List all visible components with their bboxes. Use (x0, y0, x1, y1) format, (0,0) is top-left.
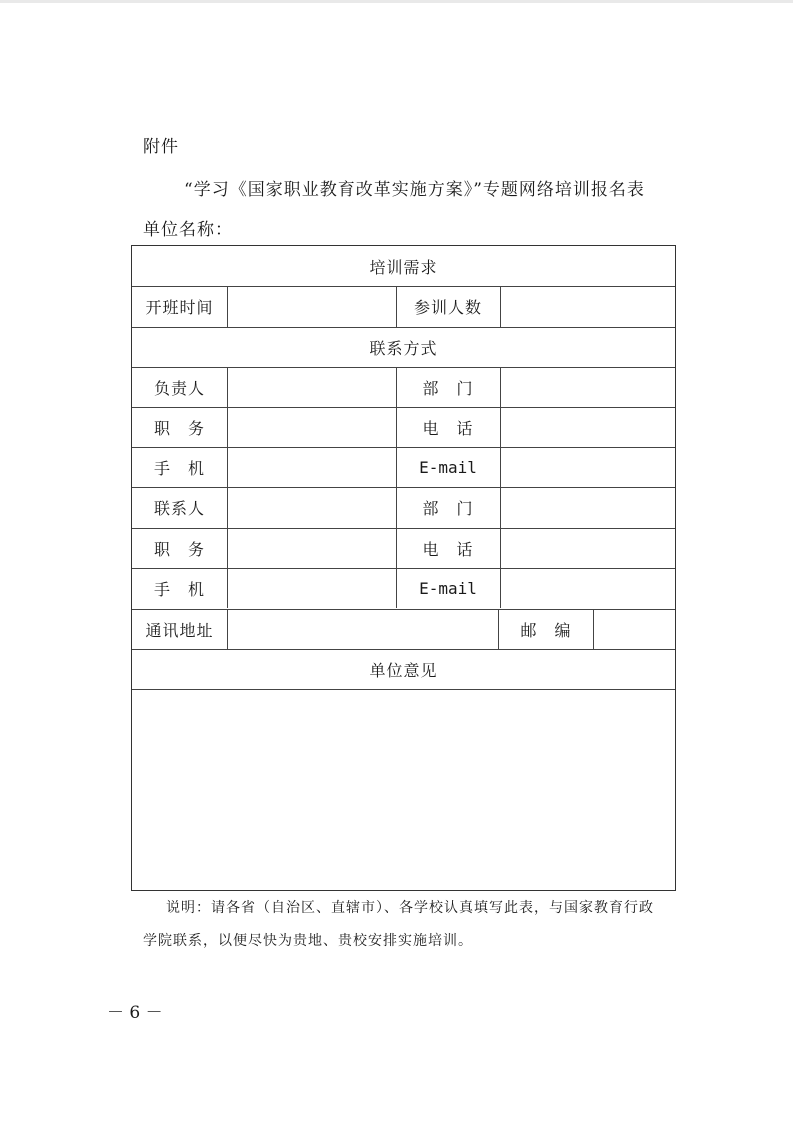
mobile-field[interactable] (228, 568, 396, 609)
participant-count-label: 参训人数 (413, 298, 482, 317)
page-number: － 6 － (107, 1003, 163, 1023)
contact-person-label: 联系人 (153, 499, 205, 518)
email-field[interactable] (501, 447, 675, 487)
person-in-charge-label: 负责人 (153, 378, 205, 398)
section-contact: 联系方式 (369, 338, 438, 358)
unit-opinion-field[interactable] (132, 690, 675, 890)
address-label: 通讯地址 (145, 620, 214, 640)
position-label: 职 务 (153, 418, 205, 438)
section-training-needs: 培训需求 (369, 257, 438, 277)
department-label: 部 门 (422, 378, 474, 398)
page-top-edge (0, 0, 793, 3)
class-time-label: 开班时间 (145, 298, 214, 317)
mobile-label: 手 机 (153, 458, 205, 478)
attachment-label: 附件 (143, 137, 179, 157)
mobile-label: 手 机 (153, 580, 205, 599)
contact-person-field[interactable] (228, 487, 396, 528)
phone-field[interactable] (501, 407, 675, 447)
registration-table (131, 245, 676, 891)
mobile-field[interactable] (228, 447, 396, 487)
postcode-field[interactable] (594, 609, 675, 649)
form-title: “学习《国家职业教育改革实施方案》”专题网络培训报名表 (184, 180, 645, 200)
person-in-charge-field[interactable] (228, 367, 396, 407)
email-label: E-mail (419, 579, 477, 598)
postcode-label: 邮 编 (520, 620, 572, 640)
phone-field[interactable] (501, 528, 675, 568)
email-label: E-mail (419, 457, 477, 477)
position-field[interactable] (228, 407, 396, 447)
department-label: 部 门 (422, 499, 474, 518)
position-field[interactable] (228, 528, 396, 568)
unit-name-label: 单位名称： (143, 220, 233, 240)
address-field[interactable] (228, 609, 498, 649)
email-field[interactable] (501, 568, 675, 609)
phone-label: 电 话 (422, 418, 474, 438)
position-label: 职 务 (153, 539, 205, 559)
phone-label: 电 话 (422, 539, 474, 559)
note-line-1: 说明：请各省（自治区、直辖市）、各学校认真填写此表，与国家教育行政 (166, 900, 654, 916)
note-line-2: 学院联系，以便尽快为贵地、贵校安排实施培训。 (143, 933, 473, 949)
department-field[interactable] (501, 487, 675, 528)
participant-count-field[interactable] (501, 286, 675, 327)
section-unit-opinion: 单位意见 (369, 660, 438, 680)
department-field[interactable] (501, 367, 675, 407)
class-time-field[interactable] (228, 286, 396, 327)
